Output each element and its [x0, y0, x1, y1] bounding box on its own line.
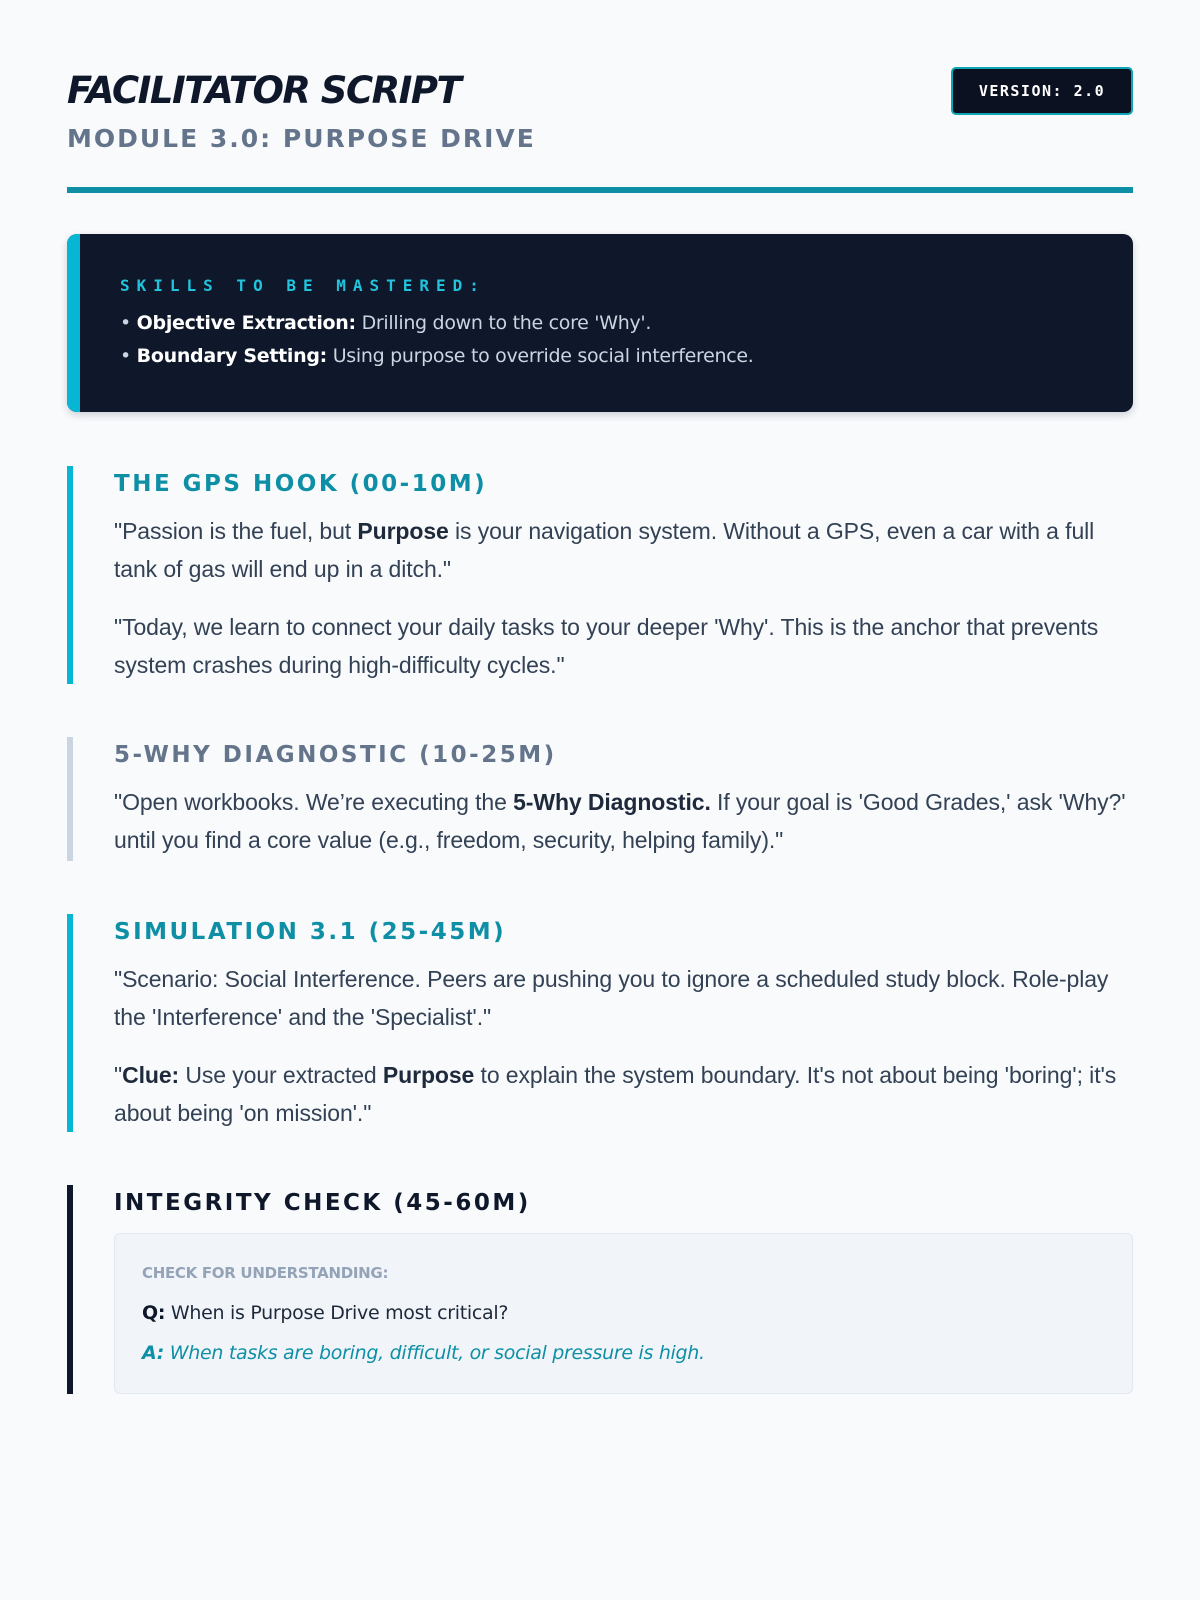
skill-description: Using purpose to override social interference. — [332, 345, 754, 367]
section-integrity-check — [67, 1185, 1133, 1394]
skill-item — [120, 345, 754, 367]
bullet: • — [120, 312, 131, 334]
text-run: to explain the system boundary. It's not about being 'boring'; it's about being 'on mission'." — [114, 1062, 1117, 1126]
section-accent-bar — [67, 466, 73, 684]
question-text: When is Purpose Drive most critical? — [165, 1302, 509, 1324]
text-run: If your goal is 'Good Grades,' ask 'Why?' until you find a core value (e.g., freedom, security, helping family)." — [114, 789, 1126, 853]
skill-description: Drilling down to the core 'Why'. — [361, 312, 652, 334]
bullet: • — [120, 345, 131, 367]
answer-label: A: — [142, 1342, 165, 1364]
section-5-why-diagnostic — [67, 737, 1133, 861]
answer-text: When tasks are boring, difficult, or social pressure is high. — [164, 1342, 705, 1364]
check-answer — [142, 1342, 705, 1364]
skill-term: Boundary Setting: — [136, 345, 327, 367]
text-run: "Open workbooks. We’re executing the — [114, 789, 514, 815]
section-title: 5-WHY DIAGNOSTIC (10-25M) — [114, 742, 557, 768]
script-paragraph — [114, 783, 1133, 859]
script-paragraph: "Scenario: Social Interference. Peers are pushing you to ignore a scheduled study block. Role-play the 'Interference' and the 'Specialist'." — [114, 966, 1109, 1030]
script-paragraph — [114, 1056, 1133, 1132]
section-accent-bar — [67, 1185, 73, 1394]
skills-accent-bar — [67, 234, 80, 412]
document-header — [67, 0, 1133, 196]
emphasis: Clue: — [122, 1062, 180, 1088]
emphasis: Purpose — [382, 1062, 475, 1088]
emphasis: Purpose — [357, 518, 449, 544]
facilitator-script-page — [67, 0, 1133, 1364]
text-run: "Passion is the fuel, but — [114, 518, 358, 544]
section-title: INTEGRITY CHECK (45-60M) — [114, 1190, 531, 1216]
script-paragraph — [114, 512, 1133, 588]
check-question — [142, 1302, 508, 1324]
emphasis: 5-Why Diagnostic. — [513, 789, 711, 815]
text-run: is your navigation system. Without a GPS, even a car with a full tank of gas will end up in a ditch." — [114, 518, 1095, 582]
question-label: Q: — [142, 1302, 166, 1324]
skills-heading: SKILLS TO BE MASTERED: — [120, 276, 486, 295]
understanding-check-card — [114, 1233, 1133, 1394]
module-subtitle: MODULE 3.0: PURPOSE DRIVE — [67, 124, 536, 153]
text-run: Use your extracted — [179, 1062, 383, 1088]
section-simulation — [67, 914, 1133, 1132]
header-divider — [67, 187, 1133, 193]
section-body — [114, 783, 1133, 859]
skills-panel — [67, 234, 1133, 412]
document-title: FACILITATOR SCRIPT — [67, 69, 461, 112]
section-accent-bar — [67, 914, 73, 1132]
section-body — [114, 960, 1133, 1132]
skill-item — [120, 312, 651, 334]
version-badge: VERSION: 2.0 — [951, 67, 1133, 115]
skill-term: Objective Extraction: — [136, 312, 356, 334]
section-accent-bar — [67, 737, 73, 861]
section-title: THE GPS HOOK (00-10M) — [114, 471, 488, 497]
script-paragraph: "Today, we learn to connect your daily tasks to your deeper 'Why'. This is the anchor that prevents system crashes during high-difficulty cycles." — [114, 614, 1099, 678]
check-label: CHECK FOR UNDERSTANDING: — [142, 1264, 389, 1282]
text-run: " — [114, 1062, 123, 1088]
section-title: SIMULATION 3.1 (25-45M) — [114, 919, 507, 945]
section-body — [114, 512, 1133, 684]
section-gps-hook — [67, 466, 1133, 684]
